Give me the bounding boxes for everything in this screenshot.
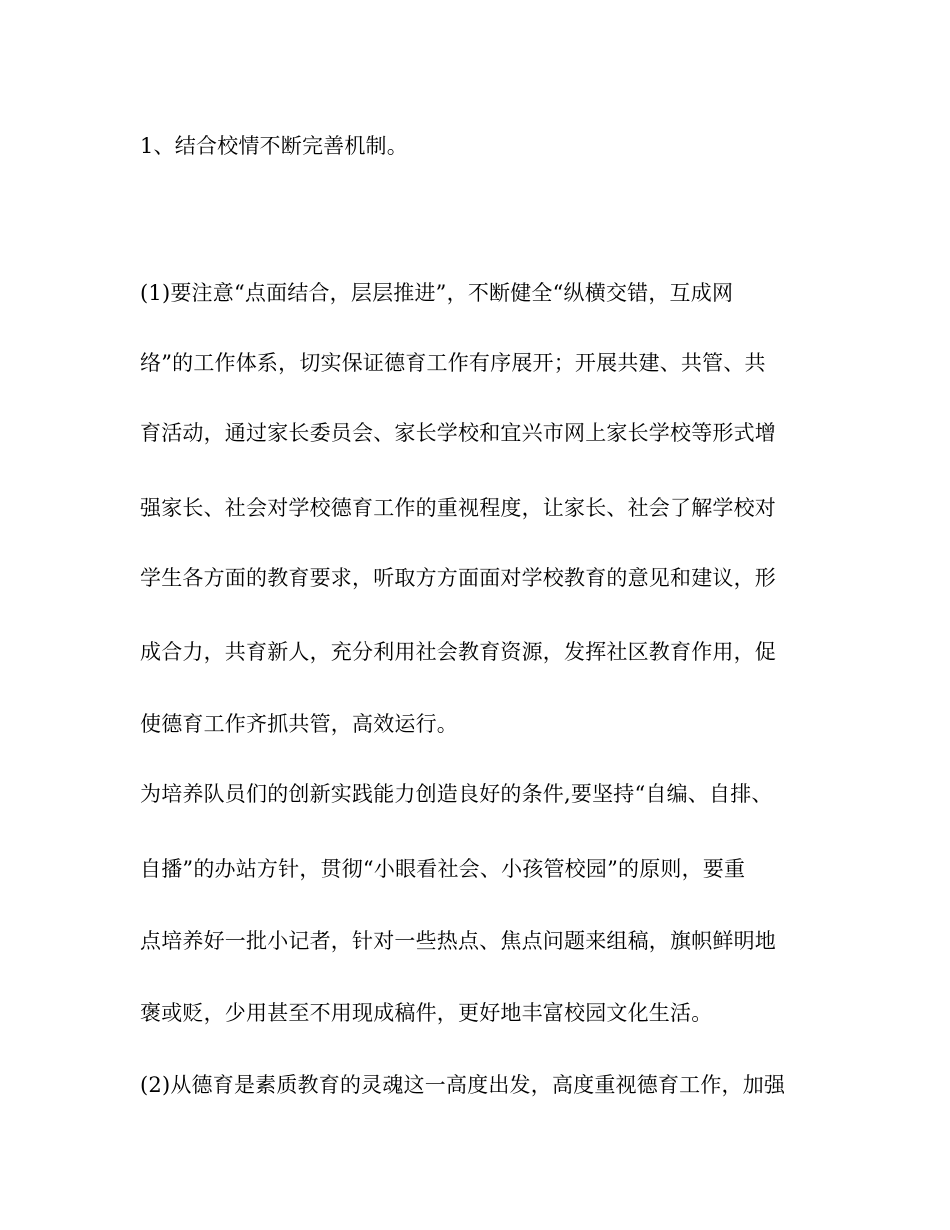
paragraph-line: 学生各方面的教育要求，听取方方面面对学校教育的意见和建议，形 [140, 566, 776, 590]
paragraph-line: 褒或贬，少用甚至不用现成稿件，更好地丰富校园文化生活。 [140, 1001, 713, 1025]
paragraph-line: (2)从德育是素质教育的灵魂这一高度出发，高度重视德育工作，加强 [140, 1073, 786, 1097]
paragraph-line: 为培养队员们的创新实践能力创造良好的条件,要坚持“自编、自排、 [140, 782, 773, 806]
paragraph-line: 强家长、社会对学校德育工作的重视程度，让家长、社会了解学校对 [140, 496, 776, 520]
paragraph-line: 育活动，通过家长委员会、家长学校和宜兴市网上家长学校等形式增 [140, 421, 776, 445]
paragraph-line: (1)要注意“点面结合，层层推进”，不断健全“纵横交错，互成网 [140, 281, 734, 305]
paragraph-line: 络”的工作体系，切实保证德育工作有序展开；开展共建、共管、共 [140, 351, 766, 375]
section-heading: 1、结合校情不断完善机制。 [140, 134, 408, 158]
paragraph-line: 自播”的办站方针，贯彻“小眼看社会、小孩管校园”的原则，要重 [140, 857, 746, 881]
paragraph-line: 使德育工作齐抓共管，高效运行。 [140, 712, 458, 736]
paragraph-line: 成合力，共育新人，充分利用社会教育资源，发挥社区教育作用，促 [140, 640, 776, 664]
paragraph-line: 点培养好一批小记者，针对一些热点、焦点问题来组稿，旗帜鲜明地 [140, 929, 776, 953]
